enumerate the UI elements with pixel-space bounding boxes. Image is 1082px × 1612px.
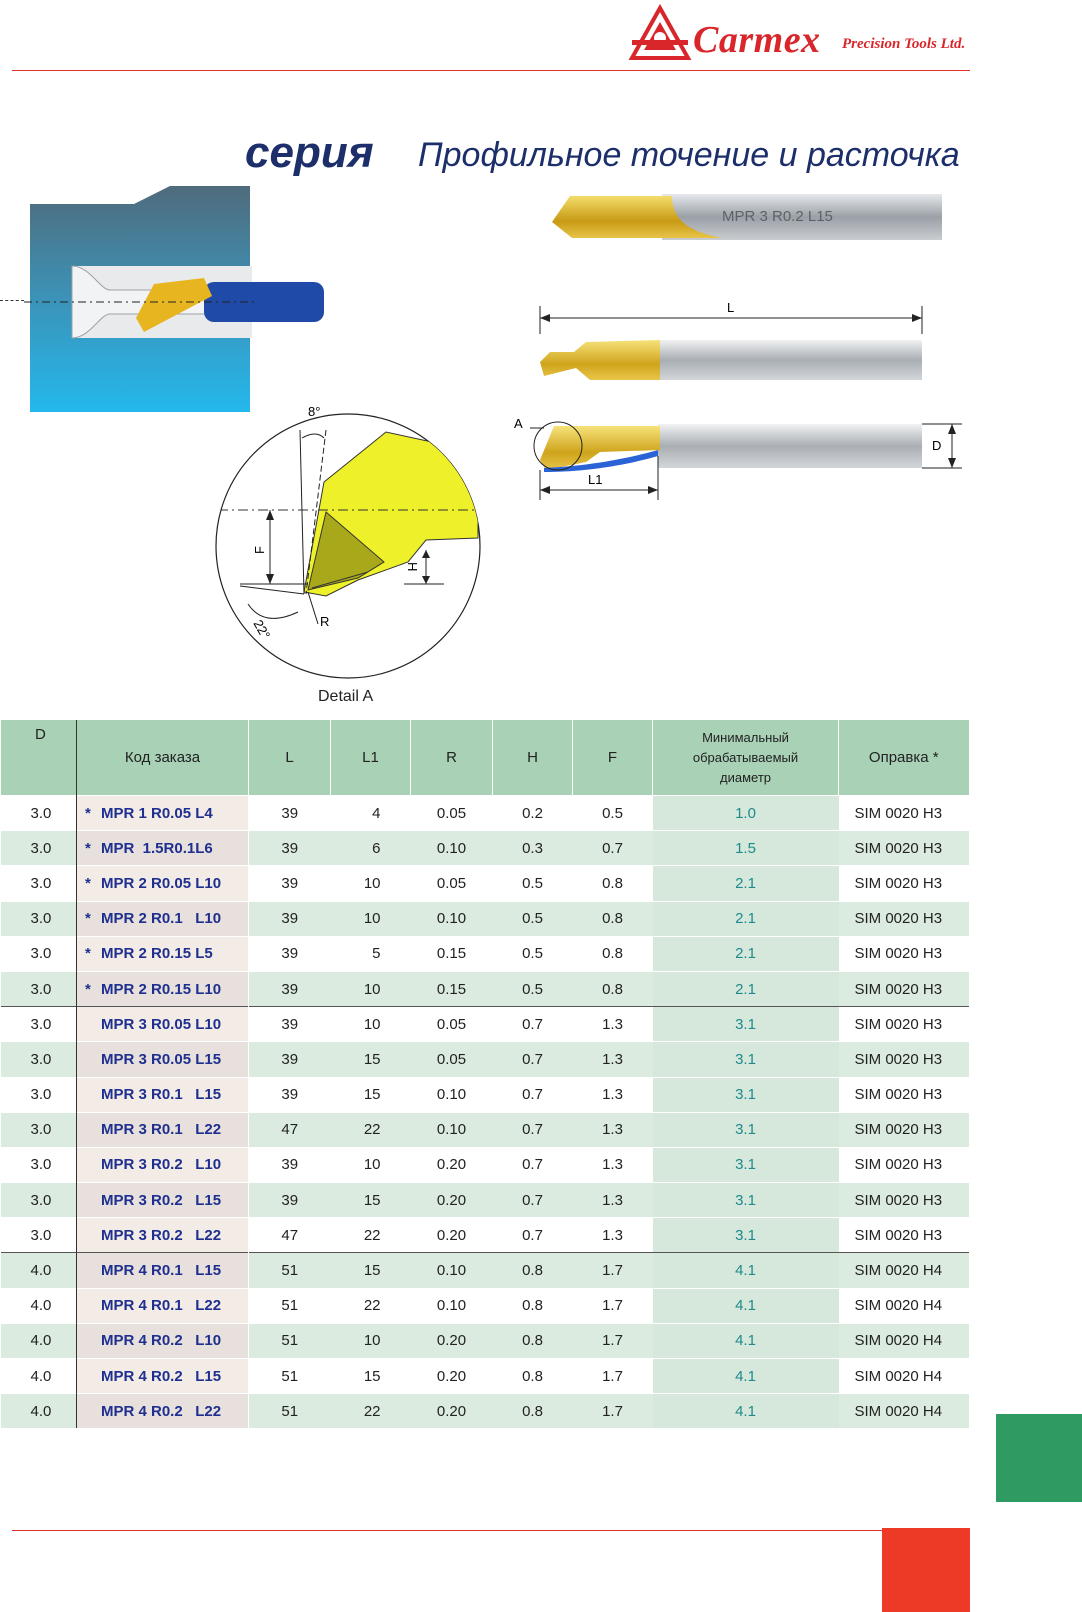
order-code: MPR 3 R0.1 L15 — [101, 1086, 222, 1104]
cell-l: 39 — [249, 1007, 331, 1042]
cell-f: 0.8 — [573, 971, 653, 1006]
star-marker: * — [85, 980, 91, 998]
cell-min-diameter: 2.1 — [653, 936, 839, 971]
detail-caption: Detail A — [318, 688, 374, 705]
cell-f: 1.3 — [573, 1183, 653, 1218]
cell-min-diameter: 3.1 — [653, 1218, 839, 1253]
cell-holder: SIM 0020 H3 — [839, 1007, 969, 1042]
cell-order-code — [77, 1253, 249, 1288]
cell-h: 0.7 — [493, 1077, 573, 1112]
cell-f: 0.8 — [573, 901, 653, 936]
dim-l1-label: L1 — [588, 472, 603, 487]
cell-l1: 4 — [331, 796, 411, 831]
order-code: MPR 2 R0.15 L5 — [101, 945, 213, 963]
cell-r: 0.20 — [411, 1147, 493, 1182]
brand-subtitle: Precision Tools Ltd. — [842, 36, 966, 52]
cell-r: 0.20 — [411, 1323, 493, 1358]
header-divider — [12, 70, 970, 71]
cell-d: 3.0 — [1, 796, 77, 831]
table-row — [1, 866, 969, 901]
table-row — [1, 1112, 969, 1147]
cell-holder: SIM 0020 H3 — [839, 1112, 969, 1147]
cell-h: 0.7 — [493, 1183, 573, 1218]
table-row — [1, 1007, 969, 1042]
table-row — [1, 1253, 969, 1288]
cell-f: 1.7 — [573, 1288, 653, 1323]
table-row — [1, 1077, 969, 1112]
cell-h: 0.5 — [493, 936, 573, 971]
cell-r: 0.10 — [411, 1288, 493, 1323]
order-code: MPR 3 R0.1 L22 — [101, 1121, 222, 1139]
cell-order-code — [77, 1183, 249, 1218]
cell-h: 0.2 — [493, 796, 573, 831]
cell-l1: 15 — [331, 1253, 411, 1288]
order-code: MPR 3 R0.2 L22 — [101, 1226, 222, 1244]
h-label: H — [405, 562, 420, 572]
cell-order-code — [77, 866, 249, 901]
cell-f: 1.3 — [573, 1077, 653, 1112]
cell-h: 0.7 — [493, 1042, 573, 1077]
cell-order-code — [77, 1359, 249, 1394]
cell-l1: 6 — [331, 831, 411, 866]
cell-min-diameter: 4.1 — [653, 1359, 839, 1394]
star-marker: * — [85, 910, 91, 928]
cell-h: 0.3 — [493, 831, 573, 866]
order-code: MPR 2 R0.15 L10 — [101, 980, 222, 998]
cell-l: 51 — [249, 1253, 331, 1288]
cell-min-diameter: 4.1 — [653, 1253, 839, 1288]
cell-holder: SIM 0020 H4 — [839, 1253, 969, 1288]
cell-l: 51 — [249, 1359, 331, 1394]
cell-h: 0.8 — [493, 1359, 573, 1394]
cell-r: 0.10 — [411, 1253, 493, 1288]
cell-d: 3.0 — [1, 1112, 77, 1147]
cell-order-code — [77, 796, 249, 831]
detail-a-diagram — [208, 404, 498, 684]
col-header-f: F — [573, 720, 653, 796]
cell-order-code — [77, 831, 249, 866]
detail-a-marker: A — [514, 416, 523, 431]
cell-order-code — [77, 1323, 249, 1358]
cell-f: 1.7 — [573, 1323, 653, 1358]
cell-h: 0.5 — [493, 866, 573, 901]
angle-8-label: 8° — [308, 404, 321, 419]
cell-l: 39 — [249, 831, 331, 866]
cell-d: 3.0 — [1, 971, 77, 1006]
table-header-row — [1, 720, 969, 796]
cell-h: 0.8 — [493, 1394, 573, 1429]
cell-l1: 22 — [331, 1112, 411, 1147]
cell-order-code — [77, 901, 249, 936]
cell-order-code — [77, 936, 249, 971]
cell-holder: SIM 0020 H4 — [839, 1323, 969, 1358]
cell-min-diameter: 3.1 — [653, 1183, 839, 1218]
cell-holder: SIM 0020 H3 — [839, 1147, 969, 1182]
cell-d: 4.0 — [1, 1288, 77, 1323]
star-marker: * — [85, 874, 91, 892]
order-code: MPR 4 R0.2 L22 — [101, 1402, 222, 1420]
cell-l1: 10 — [331, 1323, 411, 1358]
order-code: MPR 3 R0.2 L10 — [101, 1156, 222, 1174]
cell-min-diameter: 3.1 — [653, 1042, 839, 1077]
order-code: MPR 2 R0.05 L10 — [101, 874, 222, 892]
cell-l: 39 — [249, 866, 331, 901]
cell-l: 39 — [249, 1147, 331, 1182]
cell-l: 39 — [249, 901, 331, 936]
cell-min-diameter: 3.1 — [653, 1077, 839, 1112]
star-marker: * — [85, 804, 91, 822]
table-row — [1, 1323, 969, 1358]
order-code: MPR 4 R0.1 L22 — [101, 1297, 222, 1315]
cell-h: 0.7 — [493, 1112, 573, 1147]
spec-table-body — [1, 796, 969, 1429]
cell-f: 0.5 — [573, 796, 653, 831]
table-row — [1, 1183, 969, 1218]
cell-h: 0.8 — [493, 1323, 573, 1358]
order-code: MPR 4 R0.2 L10 — [101, 1332, 222, 1350]
cell-l1: 15 — [331, 1359, 411, 1394]
cell-min-diameter: 1.5 — [653, 831, 839, 866]
cell-h: 0.8 — [493, 1253, 573, 1288]
min-diameter-line2: обрабатываемый — [692, 749, 799, 765]
cell-order-code — [77, 1218, 249, 1253]
cell-f: 1.3 — [573, 1112, 653, 1147]
cell-l: 47 — [249, 1218, 331, 1253]
dim-d-label: D — [932, 438, 942, 453]
tool-marking: MPR 3 R0.2 L15 — [722, 208, 833, 225]
col-header-h: H — [493, 720, 573, 796]
cell-l: 39 — [249, 971, 331, 1006]
col-header-r: R — [411, 720, 493, 796]
cell-f: 1.3 — [573, 1218, 653, 1253]
cell-order-code — [77, 1077, 249, 1112]
cell-min-diameter: 3.1 — [653, 1147, 839, 1182]
brand-name: Carmex — [693, 19, 821, 61]
cell-d: 3.0 — [1, 1007, 77, 1042]
order-code: MPR 3 R0.05 L15 — [101, 1050, 222, 1068]
cell-d: 3.0 — [1, 1042, 77, 1077]
cell-order-code — [77, 971, 249, 1006]
cell-holder: SIM 0020 H3 — [839, 831, 969, 866]
cell-order-code — [77, 1147, 249, 1182]
cell-holder: SIM 0020 H4 — [839, 1394, 969, 1429]
cell-order-code — [77, 1112, 249, 1147]
cell-r: 0.20 — [411, 1218, 493, 1253]
cell-d: 3.0 — [1, 831, 77, 866]
cell-d: 3.0 — [1, 866, 77, 901]
carmex-logo-icon — [628, 4, 692, 62]
cell-order-code — [77, 1288, 249, 1323]
footer-divider — [12, 1530, 882, 1531]
table-row — [1, 1359, 969, 1394]
cell-r: 0.05 — [411, 1007, 493, 1042]
cell-d: 3.0 — [1, 936, 77, 971]
cell-r: 0.10 — [411, 831, 493, 866]
cell-l1: 22 — [331, 1288, 411, 1323]
f-label: F — [252, 546, 267, 554]
cell-d: 3.0 — [1, 901, 77, 936]
cell-l1: 10 — [331, 866, 411, 901]
cell-h: 0.7 — [493, 1147, 573, 1182]
cell-f: 1.3 — [573, 1007, 653, 1042]
min-diameter-line1: Минимальный — [702, 729, 789, 745]
cell-min-diameter: 4.1 — [653, 1394, 839, 1429]
cell-holder: SIM 0020 H3 — [839, 1077, 969, 1112]
cell-l1: 10 — [331, 1147, 411, 1182]
cell-l: 39 — [249, 1077, 331, 1112]
table-row — [1, 1042, 969, 1077]
cell-f: 1.3 — [573, 1042, 653, 1077]
cell-h: 0.5 — [493, 971, 573, 1006]
table-row — [1, 796, 969, 831]
cell-holder: SIM 0020 H4 — [839, 1359, 969, 1394]
cell-l1: 15 — [331, 1042, 411, 1077]
cell-min-diameter: 3.1 — [653, 1007, 839, 1042]
centerline — [0, 300, 24, 302]
cell-r: 0.05 — [411, 1042, 493, 1077]
order-code: MPR 1.5R0.1L6 — [101, 839, 213, 857]
table-row — [1, 1218, 969, 1253]
cell-holder: SIM 0020 H4 — [839, 1288, 969, 1323]
cell-r: 0.15 — [411, 971, 493, 1006]
tool-dimension-drawing — [514, 300, 970, 510]
cell-d: 4.0 — [1, 1253, 77, 1288]
star-marker: * — [85, 945, 91, 963]
table-row — [1, 831, 969, 866]
cell-order-code — [77, 1042, 249, 1077]
cell-l: 51 — [249, 1323, 331, 1358]
cell-r: 0.20 — [411, 1394, 493, 1429]
order-code: MPR 3 R0.05 L10 — [101, 1015, 222, 1033]
cell-l: 47 — [249, 1112, 331, 1147]
series-word: серия — [245, 128, 374, 177]
cell-holder: SIM 0020 H3 — [839, 971, 969, 1006]
cell-holder: SIM 0020 H3 — [839, 1218, 969, 1253]
cell-holder: SIM 0020 H3 — [839, 1183, 969, 1218]
table-row — [1, 971, 969, 1006]
cell-r: 0.05 — [411, 796, 493, 831]
cell-order-code — [77, 1394, 249, 1429]
table-row — [1, 1288, 969, 1323]
cell-d: 4.0 — [1, 1323, 77, 1358]
corner-block — [882, 1528, 970, 1612]
cell-holder: SIM 0020 H3 — [839, 936, 969, 971]
section-tab — [996, 1414, 1082, 1502]
cell-f: 1.7 — [573, 1359, 653, 1394]
cell-l: 39 — [249, 1183, 331, 1218]
cell-h: 0.5 — [493, 901, 573, 936]
cell-l: 39 — [249, 936, 331, 971]
star-marker: * — [85, 839, 91, 857]
col-header-min-diameter — [653, 720, 839, 796]
cell-h: 0.8 — [493, 1288, 573, 1323]
cell-l1: 15 — [331, 1077, 411, 1112]
cell-r: 0.20 — [411, 1359, 493, 1394]
order-code: MPR 4 R0.1 L15 — [101, 1262, 222, 1280]
col-header-l: L — [249, 720, 331, 796]
cell-l1: 5 — [331, 936, 411, 971]
cell-r: 0.10 — [411, 1112, 493, 1147]
cell-f: 1.7 — [573, 1253, 653, 1288]
cell-min-diameter: 2.1 — [653, 866, 839, 901]
cell-l1: 22 — [331, 1394, 411, 1429]
cell-l1: 10 — [331, 1007, 411, 1042]
order-code: MPR 1 R0.05 L4 — [101, 804, 213, 822]
cell-d: 3.0 — [1, 1183, 77, 1218]
cell-h: 0.7 — [493, 1007, 573, 1042]
cell-l: 51 — [249, 1394, 331, 1429]
table-row — [1, 1147, 969, 1182]
cell-r: 0.10 — [411, 901, 493, 936]
r-label: R — [320, 614, 330, 629]
col-header-holder: Оправка * — [839, 720, 969, 796]
cell-f: 0.8 — [573, 866, 653, 901]
cell-d: 3.0 — [1, 1077, 77, 1112]
cell-f: 0.7 — [573, 831, 653, 866]
cell-l1: 10 — [331, 971, 411, 1006]
angle-22-label: 22° — [250, 617, 274, 642]
cell-min-diameter: 1.0 — [653, 796, 839, 831]
col-header-l1: L1 — [331, 720, 411, 796]
table-row — [1, 1394, 969, 1429]
table-row — [1, 936, 969, 971]
cell-l1: 15 — [331, 1183, 411, 1218]
cell-holder: SIM 0020 H3 — [839, 796, 969, 831]
cell-l: 39 — [249, 1042, 331, 1077]
cell-l: 39 — [249, 796, 331, 831]
cell-d: 3.0 — [1, 1218, 77, 1253]
cell-d: 3.0 — [1, 1147, 77, 1182]
order-code: MPR 2 R0.1 L10 — [101, 910, 222, 928]
cell-h: 0.7 — [493, 1218, 573, 1253]
cell-min-diameter: 4.1 — [653, 1323, 839, 1358]
cell-l1: 22 — [331, 1218, 411, 1253]
cell-min-diameter: 4.1 — [653, 1288, 839, 1323]
cell-holder: SIM 0020 H3 — [839, 1042, 969, 1077]
cell-d: 4.0 — [1, 1394, 77, 1429]
cell-f: 1.3 — [573, 1147, 653, 1182]
cell-min-diameter: 2.1 — [653, 901, 839, 936]
cell-r: 0.10 — [411, 1077, 493, 1112]
cell-min-diameter: 2.1 — [653, 971, 839, 1006]
tool-photo — [552, 192, 942, 250]
table-row — [1, 901, 969, 936]
boring-section-diagram — [24, 186, 256, 414]
col-header-d: D — [1, 720, 77, 796]
cell-holder: SIM 0020 H3 — [839, 866, 969, 901]
cell-min-diameter: 3.1 — [653, 1112, 839, 1147]
cell-f: 0.8 — [573, 936, 653, 971]
cell-order-code — [77, 1007, 249, 1042]
cell-r: 0.20 — [411, 1183, 493, 1218]
page-title: Профильное точение и расточка — [418, 136, 960, 174]
cell-d: 4.0 — [1, 1359, 77, 1394]
order-code: MPR 4 R0.2 L15 — [101, 1367, 222, 1385]
min-diameter-line3: диаметр — [720, 769, 771, 785]
col-header-code: Код заказа — [77, 720, 249, 796]
cell-r: 0.05 — [411, 866, 493, 901]
cell-l: 51 — [249, 1288, 331, 1323]
spec-table — [0, 720, 969, 1428]
order-code: MPR 3 R0.2 L15 — [101, 1191, 222, 1209]
cell-l1: 10 — [331, 901, 411, 936]
cell-r: 0.15 — [411, 936, 493, 971]
cell-f: 1.7 — [573, 1394, 653, 1429]
dim-l-label: L — [727, 300, 735, 315]
cell-holder: SIM 0020 H3 — [839, 901, 969, 936]
